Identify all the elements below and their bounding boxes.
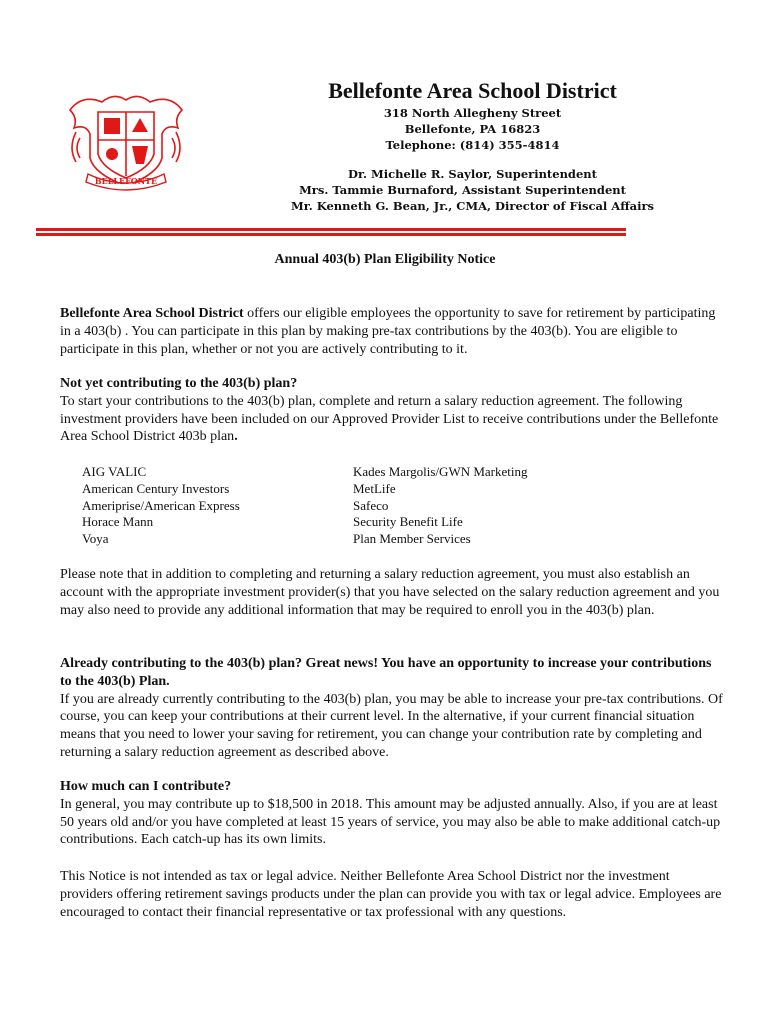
section-how-much — [60, 778, 725, 849]
please-note-paragraph — [60, 566, 725, 619]
intro-text: offers our eligible employees the opportunity to save for retirement by participating in a 403(b) . You can participate in this plan by making pre-tax contributions by the 403(b). You are eligible to participate in this plan, whether or not you are actively contributing to it. — [60, 306, 716, 357]
disclaimer-paragraph — [60, 868, 725, 921]
providers-left-list — [82, 464, 240, 548]
disclaimer-text: This Notice is not intended as tax or legal advice. Neither Bellefonte Area School District nor the investment providers offering retirement savings products under the plan can provide you with tax or legal advice. Employees are encouraged to contact their financial representative or tax professional with any questions. — [60, 869, 722, 920]
section-already — [60, 655, 725, 762]
provider-item: Horace Mann — [82, 514, 154, 530]
provider-item: American Century Investors — [82, 480, 230, 496]
superintendent: Dr. Michelle R. Saylor, Superintendent — [348, 167, 597, 181]
provider-item: Ameriprise/American Express — [82, 497, 240, 513]
section-text-end: . — [234, 429, 238, 445]
providers-right-list — [353, 464, 528, 548]
intro-paragraph — [60, 305, 725, 358]
provider-item: Plan Member Services — [353, 531, 471, 547]
section-heading: Already contributing to the 403(b) plan? Great news! You have an opportunity to increase your contributions to the 403(b) Plan. — [60, 656, 712, 689]
provider-item: MetLife — [353, 480, 396, 496]
telephone: Telephone: (814) 355-4814 — [385, 138, 560, 152]
district-crest-logo — [62, 88, 190, 192]
logo-banner-text: BELLEFONTE — [94, 176, 158, 186]
header-divider-bottom — [36, 233, 626, 236]
provider-item: Safeco — [353, 497, 389, 513]
intro-lead: Bellefonte Area School District — [60, 306, 244, 321]
assistant-superintendent: Mrs. Tammie Burnaford, Assistant Superintendent — [299, 183, 626, 197]
section-heading: Not yet contributing to the 403(b) plan? — [60, 376, 298, 391]
section-text: If you are already currently contributing to the 403(b) plan, you may be able to increase your pre-tax contributions. Of course, you can keep your contributions at their current level. In the alternative, if your current financial situation means that you need to lower your saving for retirement, you can change your contribution rate by completing and returning a salary reduction agreement as described above. — [60, 691, 723, 760]
address-street: 318 North Allegheny Street — [383, 106, 562, 120]
header-divider-top — [36, 228, 626, 231]
provider-item: AIG VALIC — [82, 464, 147, 479]
section-text: In general, you may contribute up to $18,500 in 2018. This amount may be adjusted annually. Also, if you are at least 50 years old and/or you have completed at least 15 years of service, you may also be able to make additional catch-up contributions. Each catch-up has its own limits. — [60, 796, 721, 848]
provider-item: Security Benefit Life — [353, 514, 463, 530]
district-name: Bellefonte Area School District — [328, 78, 617, 103]
fiscal-director: Mr. Kenneth G. Bean, Jr., CMA, Director of Fiscal Affairs — [291, 199, 654, 213]
please-note-text: Please note that in addition to completing and returning a salary reduction agreement, you must also establish an account with the appropriate investment provider(s) that you have selected on the salary reduction agreement and you may also need to provide any additional information that may be required to enroll you in the 403(b) plan. — [60, 567, 720, 618]
provider-item: Kades Margolis/GWN Marketing — [353, 464, 528, 479]
address-city: Bellefonte, PA 16823 — [404, 122, 541, 136]
notice-title: Annual 403(b) Plan Eligibility Notice — [274, 252, 496, 267]
section-heading: How much can I contribute? — [60, 779, 232, 794]
section-text: To start your contributions to the 403(b) plan, complete and return a salary reduction agreement. The following investment providers have been included on our Approved Provider List to receive contributions under the Bellefonte Area School District 403b plan — [60, 393, 719, 445]
provider-item: Voya — [82, 531, 109, 547]
section-not-yet — [60, 375, 725, 446]
